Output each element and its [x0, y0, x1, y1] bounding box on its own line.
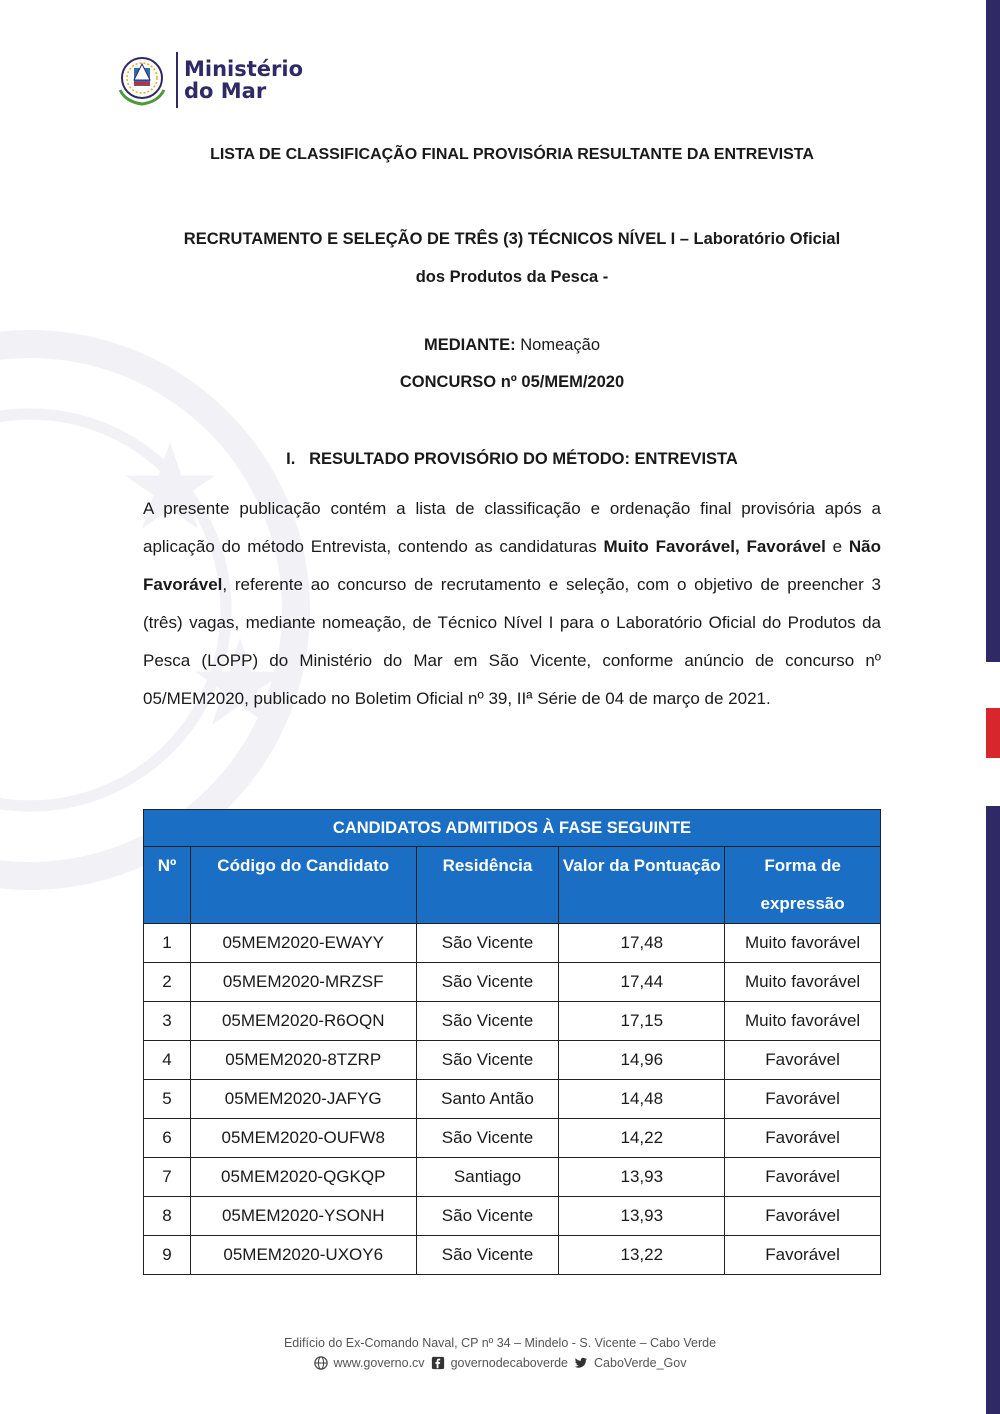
column-header-number: Nº [144, 847, 191, 924]
cell-code: 05MEM2020-QGKQP [190, 1158, 416, 1197]
section-title: RESULTADO PROVISÓRIO DO MÉTODO: ENTREVISTA [309, 450, 738, 468]
cell-expression: Favorável [725, 1080, 881, 1119]
paragraph-text-3: , referente ao concurso de recrutamento e seleção, com o objetivo de preencher 3 (três) vagas, mediante nomeação, de Técnico Nível I para o Laboratório Oficial do Produtos da Pesca (LOPP) do Ministério do Mar em São Vicente, conforme anúncio de concurso nº 05/MEM2020, publicado no Boletim Oficial nº 39, IIª Série de 04 de março de 2021. [143, 575, 881, 708]
cell-residence: São Vicente [416, 1119, 559, 1158]
globe-icon [314, 1356, 328, 1370]
cell-number: 8 [144, 1197, 191, 1236]
cell-score: 13,22 [559, 1236, 725, 1275]
cell-score: 14,48 [559, 1080, 725, 1119]
side-bar-navy-top [986, 0, 1000, 662]
side-bar-red [986, 708, 1000, 758]
cell-residence: São Vicente [416, 924, 559, 963]
cell-residence: São Vicente [416, 1002, 559, 1041]
table-row [144, 1158, 881, 1197]
table-row [144, 963, 881, 1002]
logo-line-1: Ministério [184, 57, 304, 81]
paragraph-bold-1: Muito Favorável, Favorável [603, 537, 826, 556]
cell-residence: São Vicente [416, 1041, 559, 1080]
footer-twitter-link[interactable]: CaboVerde_Gov [594, 1356, 687, 1370]
paragraph-text-1: A presente publicação contém a lista de classificação e ordenação final provisória após a aplicação do método Entrevista, contendo as candidaturas [143, 499, 881, 556]
cell-code: 05MEM2020-YSONH [190, 1197, 416, 1236]
table-row [144, 1119, 881, 1158]
results-table [143, 809, 881, 1275]
logo-text [184, 58, 303, 102]
paragraph-text-2: e [825, 537, 849, 556]
cell-residence: Santiago [416, 1158, 559, 1197]
cell-score: 17,48 [559, 924, 725, 963]
table-row [144, 924, 881, 963]
table-row [144, 1236, 881, 1275]
cell-expression: Favorável [725, 1158, 881, 1197]
table-row [144, 1080, 881, 1119]
cell-code: 05MEM2020-8TZRP [190, 1041, 416, 1080]
mediante-line [143, 336, 881, 355]
table-row [144, 1041, 881, 1080]
cell-expression: Muito favorável [725, 1002, 881, 1041]
document-title: LISTA DE CLASSIFICAÇÃO FINAL PROVISÓRIA RESULTANTE DA ENTREVISTA [210, 146, 814, 163]
footer-address: Edifício do Ex-Comando Naval, CP nº 34 – Mindelo - S. Vicente – Cabo Verde [283, 1336, 717, 1350]
cell-number: 4 [144, 1041, 191, 1080]
mediante-label: MEDIANTE: [423, 336, 516, 354]
cell-expression: Muito favorável [725, 963, 881, 1002]
cell-residence: Santo Antão [416, 1080, 559, 1119]
logo-line-2: do Mar [184, 79, 267, 103]
table-caption: CANDIDATOS ADMITIDOS À FASE SEGUINTE [144, 810, 881, 847]
logo-divider [176, 52, 178, 108]
table-row [144, 1002, 881, 1041]
cell-number: 6 [144, 1119, 191, 1158]
cell-expression: Favorável [725, 1041, 881, 1080]
intro-paragraph [143, 490, 881, 718]
cell-residence: São Vicente [416, 963, 559, 1002]
recruitment-line-1: RECRUTAMENTO E SELEÇÃO DE TRÊS (3) TÉCNICOS NÍVEL I – Laboratório Oficial [183, 230, 841, 248]
recruitment-line-2: dos Produtos da Pesca - [415, 268, 609, 286]
column-header-expression: Forma de expressão [725, 847, 881, 924]
paragraph-bold-2: Não Favorável [143, 537, 882, 594]
cell-code: 05MEM2020-UXOY6 [190, 1236, 416, 1275]
cell-score: 17,15 [559, 1002, 725, 1041]
column-header-score: Valor da Pontuação [559, 847, 725, 924]
cell-number: 5 [144, 1080, 191, 1119]
column-header-residence: Residência [416, 847, 559, 924]
cell-expression: Muito favorável [725, 924, 881, 963]
cell-number: 7 [144, 1158, 191, 1197]
cell-expression: Favorável [725, 1119, 881, 1158]
cell-number: 3 [144, 1002, 191, 1041]
footer-links [0, 1356, 1000, 1370]
side-bar-navy-bottom [986, 806, 1000, 1414]
cell-score: 14,96 [559, 1041, 725, 1080]
cell-residence: São Vicente [416, 1236, 559, 1275]
column-header-code: Código do Candidato [190, 847, 416, 924]
section-heading [143, 450, 881, 469]
cell-score: 17,44 [559, 963, 725, 1002]
cell-number: 1 [144, 924, 191, 963]
section-number: I. [286, 450, 296, 468]
cabo-verde-emblem-icon [112, 50, 172, 110]
cell-code: 05MEM2020-EWAYY [190, 924, 416, 963]
cell-code: 05MEM2020-MRZSF [190, 963, 416, 1002]
cell-residence: São Vicente [416, 1197, 559, 1236]
footer-website-link[interactable]: www.governo.cv [333, 1356, 425, 1370]
cell-code: 05MEM2020-JAFYG [190, 1080, 416, 1119]
cell-expression: Favorável [725, 1236, 881, 1275]
concurso-number: CONCURSO nº 05/MEM/2020 [399, 373, 625, 391]
cell-score: 13,93 [559, 1197, 725, 1236]
mediante-value: Nomeação [520, 336, 601, 354]
cell-score: 13,93 [559, 1158, 725, 1197]
cell-number: 2 [144, 963, 191, 1002]
facebook-icon [431, 1356, 445, 1370]
cell-code: 05MEM2020-OUFW8 [190, 1119, 416, 1158]
cell-code: 05MEM2020-R6OQN [190, 1002, 416, 1041]
cell-score: 14,22 [559, 1119, 725, 1158]
cell-number: 9 [144, 1236, 191, 1275]
table-row [144, 1197, 881, 1236]
footer-facebook-link[interactable]: governodecaboverde [450, 1356, 569, 1370]
recruitment-heading [143, 220, 881, 296]
twitter-icon [574, 1356, 588, 1370]
ministry-logo [112, 50, 303, 110]
cell-expression: Favorável [725, 1197, 881, 1236]
